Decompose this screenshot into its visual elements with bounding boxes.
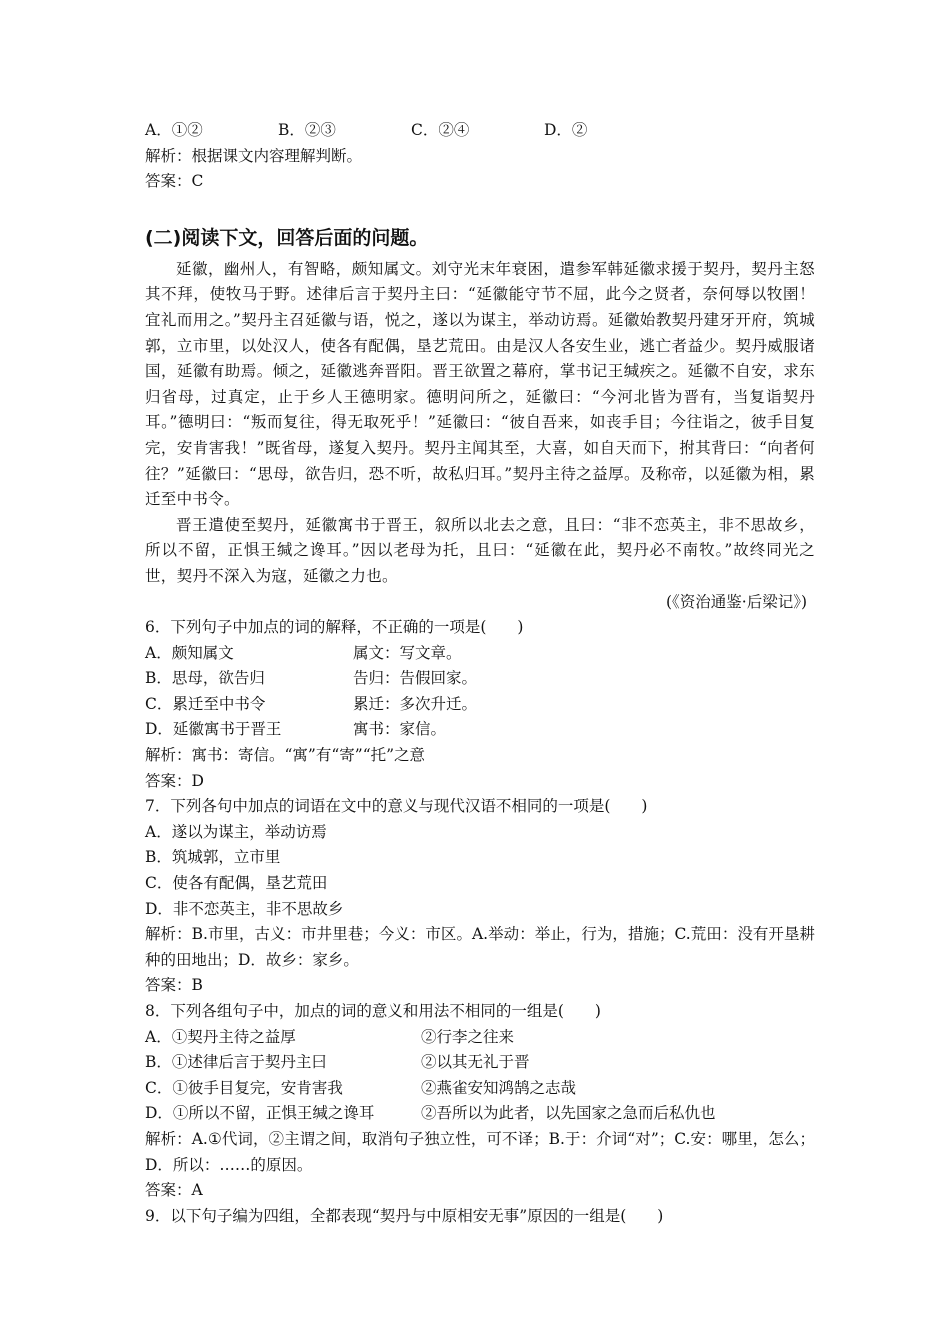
q6-option-b-gloss: 告归：告假回家。 <box>353 669 478 688</box>
q6-analysis: 解析：寓书：寄信。“寓”有“寄”“托”之意 <box>145 746 426 765</box>
q8-option-a <box>145 1025 815 1051</box>
q9-stem: 9．以下句子编为四组，全都表现“契丹与中原相安无事”原因的一组是( ) <box>145 1206 664 1225</box>
q8-option-d <box>145 1101 815 1127</box>
q7-option-a: A．遂以为谋主，举动访焉 <box>145 822 327 841</box>
q5-answer: 答案：C <box>145 172 204 191</box>
q6-option-a-gloss: 属文：写文章。 <box>353 643 462 662</box>
q6-option-c-sentence: C．累迁至中书令 <box>145 694 266 713</box>
q7-analysis: 解析：B.市里，古义：市井里巷；今义：市区。A.举动：举止，行为，措施；C.荒田：没有开垦耕种的田地出；D．故乡：家乡。 <box>145 925 815 969</box>
q8-analysis: 解析：A.①代词，②主谓之间，取消句子独立性，可不译；B.于：介词“对”；C.安：哪里，怎么；D．所以：……的原因。 <box>145 1129 815 1174</box>
q8-option-c-second: ②燕雀安知鸿鹄之志哉 <box>421 1078 577 1097</box>
q8-stem: 8．下列各组句子中，加点的词的意义和用法不相同的一组是( ) <box>145 1002 601 1020</box>
passage-source: (《资治通鉴·后梁记》) <box>665 592 807 611</box>
q6-option-d-sentence: D．延徽寓书于晋王 <box>145 720 282 739</box>
passage-paragraph-2: 晋王遣使至契丹，延徽寓书于晋王，叙所以北去之意，且曰：“非不恋英主，非不思故乡，所以不留，正惧王缄之谗耳。”因以老母为托，且曰：“延徽在此，契丹必不南牧。”故终同光之世，契丹不深入为寇，延徽之力也。 <box>145 515 815 585</box>
q6-option-c <box>145 692 815 718</box>
q7-option-d: D．非不恋英主，非不思故乡 <box>145 899 344 918</box>
q6-answer: 答案：D <box>145 771 204 790</box>
q8-option-b-first: B．①述律后言于契丹主曰 <box>145 1053 327 1072</box>
q5-option-c: C．②④ <box>411 121 470 139</box>
q8-option-d-first: D．①所以不留，正惧王缄之谗耳 <box>145 1104 375 1123</box>
q8-answer: 答案：A <box>145 1181 203 1200</box>
q8-option-a-second: ②行李之往来 <box>421 1027 515 1046</box>
passage-paragraph-1: 延徽，幽州人，有智略，颇知属文。刘守光末年衰困，遣参军韩延徽求援于契丹，契丹主怒其不拜，使牧马于野。述律后言于契丹主曰：“延徽能守节不屈，此今之贤者，奈何辱以牧圉！宜礼而用之。”契丹主召延徽与语，悦之，遂以为谋主，举动访焉。延徽始教契丹建牙开府，筑城郭，立市里，以处汉人，使各有配偶，垦艺荒田。由是汉人各安生业，逃亡者益少。契丹威服诸国，延徽有助焉。倾之，延徽逃奔晋阳。晋王欲置之幕府，掌书记王缄疾之。延徽不自安，求东归省母，过真定，止于乡人王德明家。德明问所之，延徽曰：“今河北皆为晋有，当复诣契丹耳。”德明曰：“叛而复往，得无取死乎！”延徽曰：“彼自吾来，如丧手目；今往诣之，彼手目复完，安肯害我！”既省母，遂复入契丹。契丹主闻其至，大喜，如自天而下，拊其背曰：“向者何往？”延徽曰：“思母，欲告归，恐不听，故私归耳。”契丹主待之益厚。及称帝，以延徽为相，累迁至中书令。 <box>145 259 815 509</box>
q8-option-a-first: A．①契丹主待之益厚 <box>145 1027 296 1046</box>
q8-option-b <box>145 1050 815 1076</box>
q8-option-c-first: C．①彼手目复完，安肯害我 <box>145 1078 343 1097</box>
q6-option-d-gloss: 寓书：家信。 <box>353 720 447 739</box>
q5-options <box>145 118 815 144</box>
q5-option-b: B．②③ <box>278 121 336 139</box>
q7-option-c: C．使各有配偶，垦艺荒田 <box>145 874 328 893</box>
q8-option-b-second: ②以其无礼于晋 <box>421 1053 530 1072</box>
q6-option-d <box>145 717 815 743</box>
section-title: (二)阅读下文，回答后面的问题。 <box>145 226 429 249</box>
q5-option-a: A．①② <box>145 121 203 139</box>
q6-option-b <box>145 666 815 692</box>
q6-option-a-sentence: A．颇知属文 <box>145 643 234 662</box>
q6-option-c-gloss: 累迁：多次升迁。 <box>353 694 478 713</box>
q5-option-d: D．② <box>544 121 588 139</box>
q5-analysis: 解析：根据课文内容理解判断。 <box>145 146 363 165</box>
q7-option-b: B．筑城郭，立市里 <box>145 848 281 867</box>
q8-option-c <box>145 1076 815 1102</box>
q6-stem: 6．下列句子中加点的词的解释，不正确的一项是( ) <box>145 618 524 637</box>
q8-option-d-second: ②吾所以为此者，以先国家之急而后私仇也 <box>421 1104 716 1123</box>
q7-answer: 答案：B <box>145 976 203 995</box>
q7-stem: 7．下列各句中加点的词语在文中的意义与现代汉语不相同的一项是( ) <box>145 797 648 816</box>
q6-option-b-sentence: B．思母，欲告归 <box>145 669 265 688</box>
document-page <box>145 118 815 1229</box>
q6-option-a <box>145 641 815 667</box>
